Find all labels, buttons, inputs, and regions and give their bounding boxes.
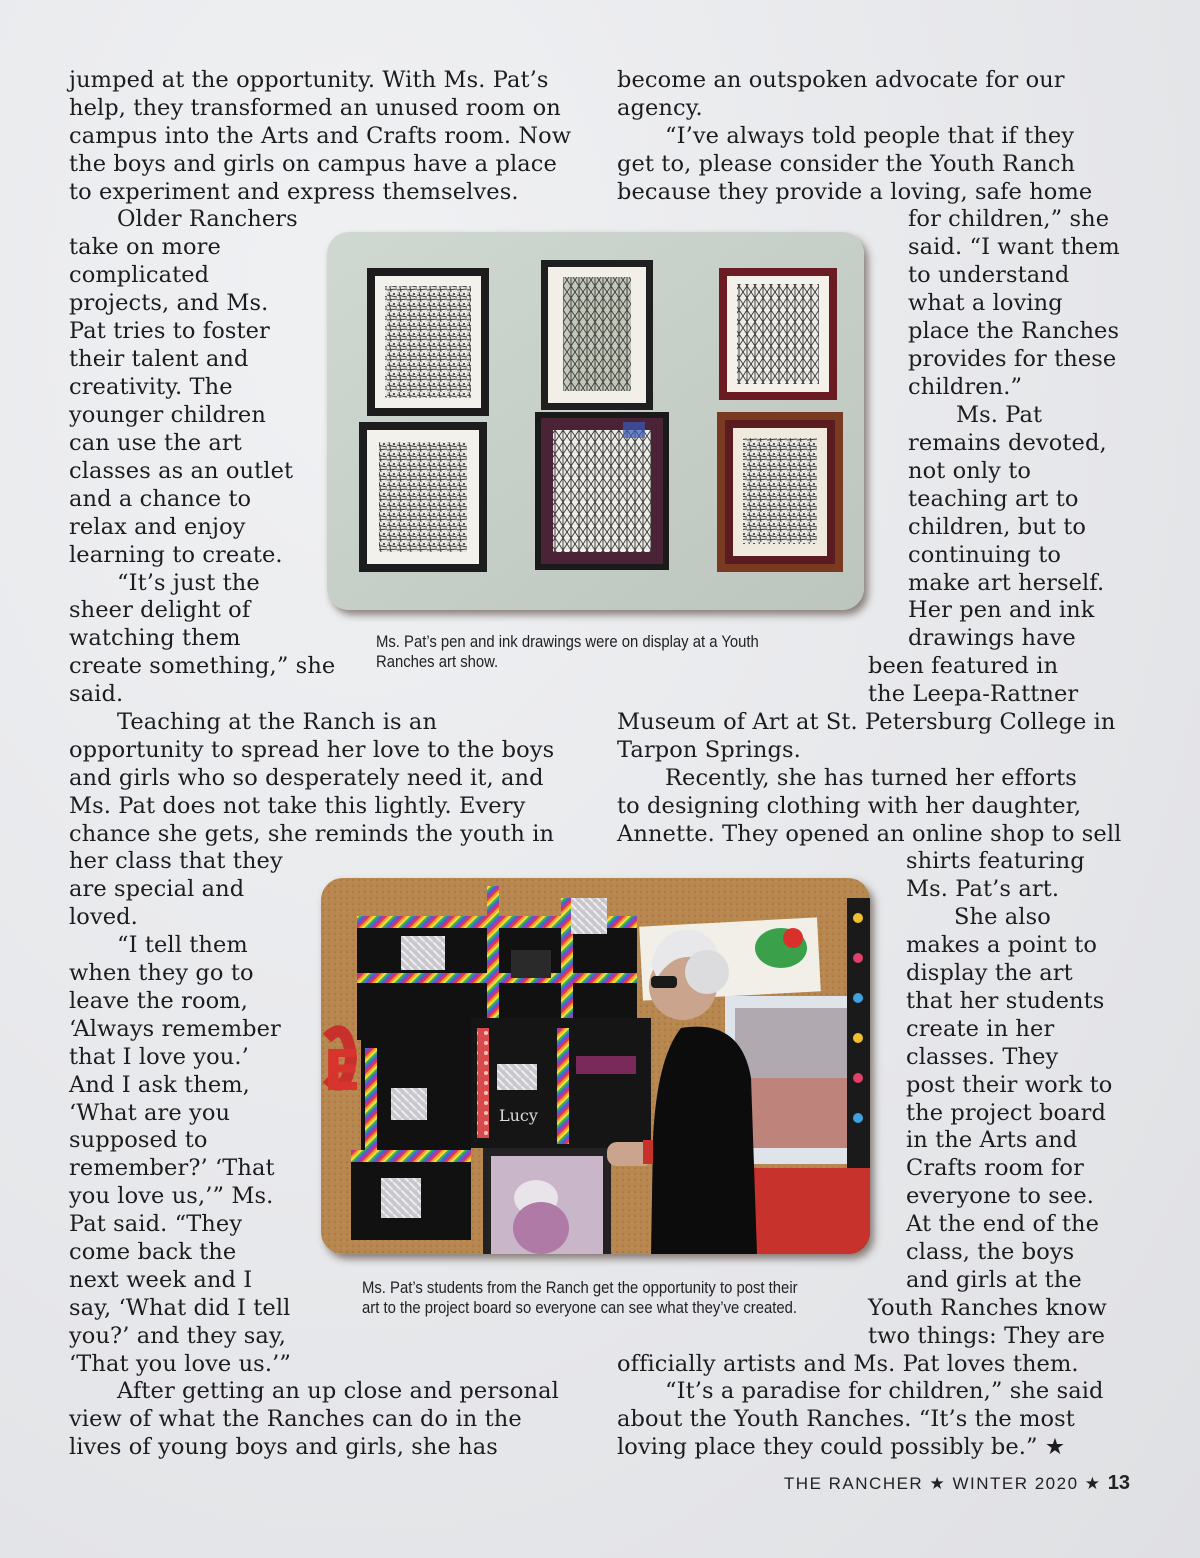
photo-caption: Ranches art show. bbox=[376, 653, 499, 671]
text-line: their talent and bbox=[69, 346, 249, 372]
text-line: Recently, she has turned her efforts bbox=[665, 765, 1077, 791]
text-line: Pat said. “They bbox=[69, 1211, 243, 1237]
text-line: ‘That you love us.’” bbox=[69, 1351, 291, 1377]
text-line: and girls at the bbox=[906, 1267, 1082, 1293]
text-line: create in her bbox=[906, 1016, 1055, 1042]
page-footer bbox=[784, 1472, 1130, 1495]
text-line: Ms. Pat does not take this lightly. Every bbox=[69, 793, 526, 819]
text-line: “I’ve always told people that if they bbox=[665, 123, 1075, 149]
frame-5 bbox=[535, 412, 669, 570]
text-line: said. “I want them bbox=[908, 234, 1120, 260]
text-line: say, ‘What did I tell bbox=[69, 1295, 291, 1321]
text-line: for children,” she bbox=[908, 206, 1110, 232]
text-line: place the Ranches bbox=[908, 318, 1120, 344]
project-board-photo bbox=[321, 878, 870, 1254]
text-line: come back the bbox=[69, 1239, 237, 1265]
frame-2 bbox=[541, 260, 653, 410]
text-line: and a chance to bbox=[69, 486, 252, 512]
text-line: sheer delight of bbox=[69, 597, 251, 623]
photo-caption: Ms. Pat’s pen and ink drawings were on display at a Youth bbox=[376, 633, 759, 651]
text-line: next week and I bbox=[69, 1267, 253, 1293]
text-line: create something,” she bbox=[69, 653, 336, 679]
text-line: remains devoted, bbox=[908, 430, 1107, 456]
text-line: drawings have bbox=[908, 625, 1076, 651]
text-line: jumped at the opportunity. With Ms. Pat’s bbox=[69, 67, 549, 93]
text-line: loved. bbox=[69, 904, 138, 930]
text-line: become an outspoken advocate for our bbox=[617, 67, 1065, 93]
text-line: what a loving bbox=[908, 290, 1063, 316]
text-line: been featured in bbox=[868, 653, 1059, 679]
text-line: loving place they could possibly be.” ★ bbox=[617, 1434, 1066, 1460]
text-line: Youth Ranches know bbox=[868, 1295, 1107, 1321]
text-line: projects, and Ms. bbox=[69, 290, 269, 316]
text-line: class, the boys bbox=[906, 1239, 1075, 1265]
text-line: ‘Always remember bbox=[69, 1016, 281, 1042]
publication-name: THE RANCHER bbox=[783, 1474, 924, 1493]
text-line: Ms. Pat’s art. bbox=[906, 876, 1060, 902]
text-line: to experiment and express themselves. bbox=[69, 179, 519, 205]
text-line: remember?’ ‘That bbox=[69, 1155, 275, 1181]
text-line: classes. They bbox=[906, 1044, 1059, 1070]
text-line: classes as an outlet bbox=[69, 458, 294, 484]
text-line: help, they transformed an unused room on bbox=[69, 95, 561, 121]
text-line: younger children bbox=[69, 402, 266, 428]
text-line: learning to create. bbox=[69, 542, 283, 568]
text-line: Teaching at the Ranch is an bbox=[117, 709, 438, 735]
text-line: to understand bbox=[908, 262, 1070, 288]
text-line: can use the art bbox=[69, 430, 242, 456]
text-line: everyone to see. bbox=[906, 1183, 1094, 1209]
text-line: makes a point to bbox=[906, 932, 1097, 958]
text-line: opportunity to spread her love to the boys bbox=[69, 737, 555, 763]
text-line: are special and bbox=[69, 876, 245, 902]
text-line: continuing to bbox=[908, 542, 1061, 568]
text-line: the Leepa-Rattner bbox=[868, 681, 1079, 707]
text-line: lives of young boys and girls, she has bbox=[69, 1434, 498, 1460]
text-line: you?’ and they say, bbox=[69, 1323, 287, 1349]
text-line: provides for these bbox=[908, 346, 1117, 372]
text-line: ‘What are you bbox=[69, 1100, 231, 1126]
star-separator: ★ bbox=[929, 1474, 947, 1493]
text-line: not only to bbox=[908, 458, 1032, 484]
text-line: “It’s just the bbox=[117, 570, 260, 596]
text-line: complicated bbox=[69, 262, 210, 288]
text-line: Older Ranchers bbox=[117, 206, 298, 232]
text-line: post their work to bbox=[906, 1072, 1113, 1098]
text-line: “It’s a paradise for children,” she said bbox=[665, 1378, 1104, 1404]
text-line: the project board bbox=[906, 1100, 1107, 1126]
text-line: that I love you.’ bbox=[69, 1044, 249, 1070]
text-line: Ms. Pat bbox=[956, 402, 1043, 428]
text-line: watching them bbox=[69, 625, 241, 651]
text-line: that her students bbox=[906, 988, 1105, 1014]
text-line: about the Youth Ranches. “It’s the most bbox=[617, 1406, 1075, 1432]
text-line: agency. bbox=[617, 95, 703, 121]
text-line: get to, please consider the Youth Ranch bbox=[617, 151, 1076, 177]
frame-3 bbox=[719, 268, 837, 400]
text-line: children, but to bbox=[908, 514, 1087, 540]
text-line: Her pen and ink bbox=[908, 597, 1095, 623]
issue-date: WINTER 2020 bbox=[952, 1474, 1079, 1493]
text-line: shirts featuring bbox=[906, 848, 1085, 874]
board-label-lucy: Lucy bbox=[499, 1106, 538, 1125]
text-line: you love us,’” Ms. bbox=[69, 1183, 274, 1209]
text-line: And I ask them, bbox=[69, 1072, 250, 1098]
text-line: chance she gets, she reminds the youth in bbox=[69, 821, 555, 847]
frame-1 bbox=[367, 268, 489, 416]
text-line: view of what the Ranches can do in the bbox=[69, 1406, 522, 1432]
text-line: in the Arts and bbox=[906, 1127, 1078, 1153]
text-line: make art herself. bbox=[908, 570, 1105, 596]
text-line: children.” bbox=[908, 374, 1023, 400]
text-line: her class that they bbox=[69, 848, 283, 874]
text-line: two things: They are bbox=[868, 1323, 1106, 1349]
text-line: and girls who so desperately need it, and bbox=[69, 765, 544, 791]
text-line: campus into the Arts and Crafts room. Now bbox=[69, 123, 572, 149]
frame-4 bbox=[359, 422, 487, 572]
text-line: said. bbox=[69, 681, 124, 707]
frame-6 bbox=[717, 412, 843, 572]
text-line: teaching art to bbox=[908, 486, 1079, 512]
text-line: Museum of Art at St. Petersburg College in bbox=[617, 709, 1116, 735]
text-line: Crafts room for bbox=[906, 1155, 1084, 1181]
text-line: supposed to bbox=[69, 1127, 208, 1153]
svg-text:E: E bbox=[323, 1039, 362, 1104]
text-line: Pat tries to foster bbox=[69, 318, 270, 344]
text-line: After getting an up close and personal bbox=[117, 1378, 559, 1404]
text-line: “I tell them bbox=[117, 932, 248, 958]
text-line: Tarpon Springs. bbox=[617, 737, 801, 763]
text-line: when they go to bbox=[69, 960, 254, 986]
text-line: display the art bbox=[906, 960, 1073, 986]
framed-drawings-photo bbox=[327, 232, 864, 610]
text-line: relax and enjoy bbox=[69, 514, 246, 540]
star-separator: ★ bbox=[1084, 1474, 1102, 1493]
text-line: creativity. The bbox=[69, 374, 233, 400]
page-number: 13 bbox=[1107, 1472, 1130, 1494]
text-line: the boys and girls on campus have a place bbox=[69, 151, 557, 177]
text-line: take on more bbox=[69, 234, 221, 260]
text-line: She also bbox=[954, 904, 1051, 930]
text-line: leave the room, bbox=[69, 988, 248, 1014]
text-line: to designing clothing with her daughter, bbox=[617, 793, 1082, 819]
text-line: At the end of the bbox=[906, 1211, 1099, 1237]
photo-caption: Ms. Pat’s students from the Ranch get the opportunity to post their bbox=[362, 1279, 798, 1297]
photo-caption: art to the project board so everyone can see what they’ve created. bbox=[362, 1299, 798, 1317]
text-line: Annette. They opened an online shop to sell bbox=[617, 821, 1122, 847]
text-line: because they provide a loving, safe home bbox=[617, 179, 1093, 205]
text-line: officially artists and Ms. Pat loves them. bbox=[617, 1351, 1079, 1377]
